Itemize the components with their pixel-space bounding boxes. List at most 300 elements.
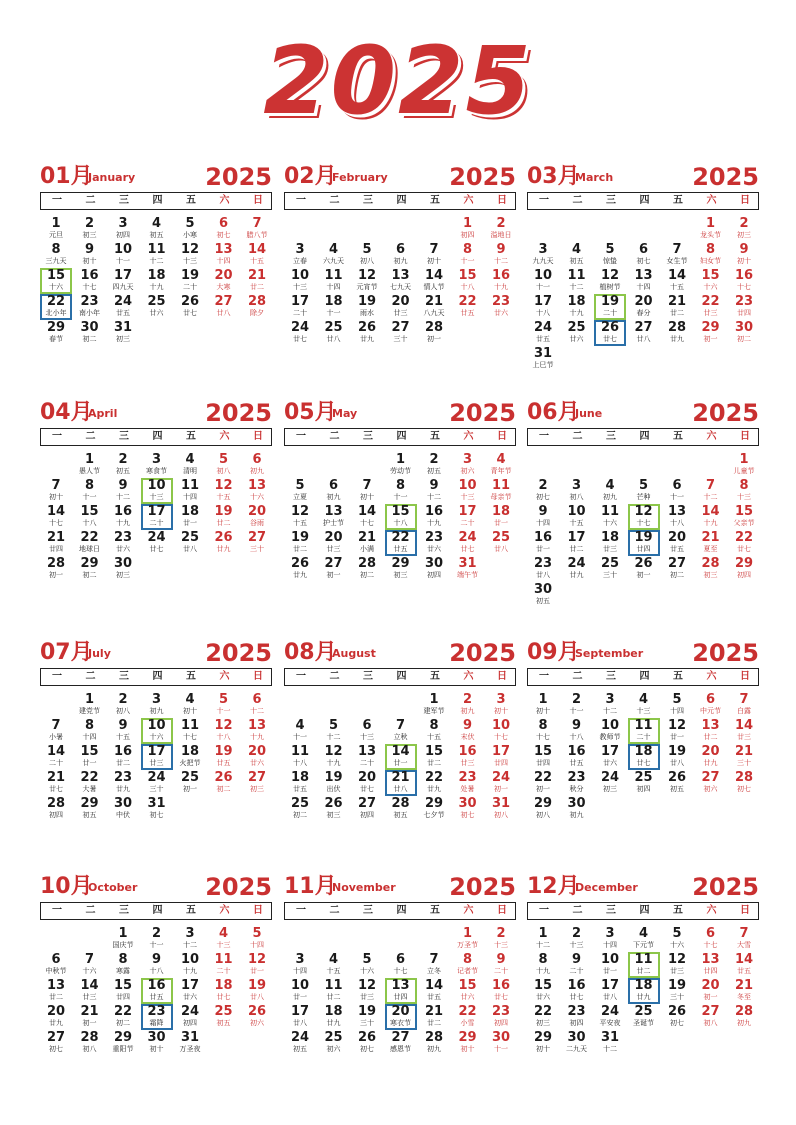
day-cell[interactable] bbox=[418, 770, 450, 796]
day-cell[interactable] bbox=[695, 478, 727, 504]
day-cell[interactable] bbox=[40, 978, 72, 1004]
day-cell[interactable] bbox=[628, 718, 660, 744]
day-cell[interactable] bbox=[141, 294, 173, 320]
day-cell[interactable] bbox=[661, 268, 693, 294]
day-cell[interactable] bbox=[452, 530, 484, 556]
day-cell[interactable] bbox=[351, 796, 383, 822]
day-cell[interactable] bbox=[728, 530, 760, 556]
day-cell[interactable] bbox=[74, 530, 106, 556]
day-cell[interactable] bbox=[695, 530, 727, 556]
day-cell[interactable] bbox=[208, 216, 240, 242]
day-cell[interactable] bbox=[107, 692, 139, 718]
day-cell[interactable] bbox=[561, 478, 593, 504]
day-cell[interactable] bbox=[141, 1004, 173, 1030]
day-cell[interactable] bbox=[241, 1004, 273, 1030]
day-cell[interactable] bbox=[527, 926, 559, 952]
day-cell[interactable] bbox=[351, 744, 383, 770]
day-cell[interactable] bbox=[527, 770, 559, 796]
day-cell[interactable] bbox=[107, 978, 139, 1004]
day-cell[interactable] bbox=[241, 978, 273, 1004]
day-cell[interactable] bbox=[40, 216, 72, 242]
day-cell[interactable] bbox=[174, 926, 206, 952]
day-cell[interactable] bbox=[284, 556, 316, 582]
day-cell[interactable] bbox=[174, 744, 206, 770]
day-cell[interactable] bbox=[208, 478, 240, 504]
day-cell[interactable] bbox=[141, 242, 173, 268]
day-cell[interactable] bbox=[452, 718, 484, 744]
day-cell[interactable] bbox=[452, 692, 484, 718]
day-cell[interactable] bbox=[728, 294, 760, 320]
day-cell[interactable] bbox=[174, 718, 206, 744]
day-cell[interactable] bbox=[385, 952, 417, 978]
day-cell[interactable] bbox=[661, 718, 693, 744]
day-cell[interactable] bbox=[695, 744, 727, 770]
day-cell[interactable] bbox=[141, 744, 173, 770]
day-cell[interactable] bbox=[418, 978, 450, 1004]
day-cell[interactable] bbox=[695, 1004, 727, 1030]
day-cell[interactable] bbox=[628, 952, 660, 978]
day-cell[interactable] bbox=[141, 530, 173, 556]
day-cell[interactable] bbox=[485, 452, 517, 478]
day-cell[interactable] bbox=[208, 692, 240, 718]
day-cell[interactable] bbox=[174, 504, 206, 530]
day-cell[interactable] bbox=[561, 320, 593, 346]
day-cell[interactable] bbox=[561, 242, 593, 268]
day-cell[interactable] bbox=[485, 294, 517, 320]
day-cell[interactable] bbox=[107, 744, 139, 770]
day-cell[interactable] bbox=[695, 268, 727, 294]
day-cell[interactable] bbox=[174, 978, 206, 1004]
day-cell[interactable] bbox=[418, 692, 450, 718]
day-cell[interactable] bbox=[208, 744, 240, 770]
day-cell[interactable] bbox=[695, 242, 727, 268]
day-cell[interactable] bbox=[318, 242, 350, 268]
day-cell[interactable] bbox=[174, 692, 206, 718]
day-cell[interactable] bbox=[107, 1004, 139, 1030]
day-cell[interactable] bbox=[661, 294, 693, 320]
day-cell[interactable] bbox=[141, 452, 173, 478]
day-cell[interactable] bbox=[385, 242, 417, 268]
day-cell[interactable] bbox=[418, 504, 450, 530]
day-cell[interactable] bbox=[561, 978, 593, 1004]
day-cell[interactable] bbox=[594, 242, 626, 268]
day-cell[interactable] bbox=[661, 242, 693, 268]
day-cell[interactable] bbox=[728, 268, 760, 294]
day-cell[interactable] bbox=[318, 504, 350, 530]
day-cell[interactable] bbox=[418, 268, 450, 294]
day-cell[interactable] bbox=[418, 242, 450, 268]
day-cell[interactable] bbox=[485, 530, 517, 556]
day-cell[interactable] bbox=[40, 320, 72, 346]
day-cell[interactable] bbox=[385, 320, 417, 346]
day-cell[interactable] bbox=[661, 530, 693, 556]
day-cell[interactable] bbox=[452, 478, 484, 504]
day-cell[interactable] bbox=[318, 952, 350, 978]
day-cell[interactable] bbox=[141, 478, 173, 504]
day-cell[interactable] bbox=[40, 952, 72, 978]
day-cell[interactable] bbox=[174, 268, 206, 294]
day-cell[interactable] bbox=[661, 1004, 693, 1030]
day-cell[interactable] bbox=[452, 556, 484, 582]
day-cell[interactable] bbox=[241, 478, 273, 504]
day-cell[interactable] bbox=[527, 242, 559, 268]
day-cell[interactable] bbox=[527, 692, 559, 718]
day-cell[interactable] bbox=[695, 718, 727, 744]
day-cell[interactable] bbox=[241, 294, 273, 320]
day-cell[interactable] bbox=[527, 268, 559, 294]
day-cell[interactable] bbox=[695, 556, 727, 582]
day-cell[interactable] bbox=[527, 556, 559, 582]
day-cell[interactable] bbox=[594, 294, 626, 320]
day-cell[interactable] bbox=[527, 796, 559, 822]
day-cell[interactable] bbox=[385, 556, 417, 582]
day-cell[interactable] bbox=[74, 1004, 106, 1030]
day-cell[interactable] bbox=[628, 926, 660, 952]
day-cell[interactable] bbox=[208, 770, 240, 796]
day-cell[interactable] bbox=[318, 978, 350, 1004]
day-cell[interactable] bbox=[594, 744, 626, 770]
day-cell[interactable] bbox=[418, 1004, 450, 1030]
day-cell[interactable] bbox=[485, 478, 517, 504]
day-cell[interactable] bbox=[527, 582, 559, 608]
day-cell[interactable] bbox=[74, 242, 106, 268]
day-cell[interactable] bbox=[728, 926, 760, 952]
day-cell[interactable] bbox=[728, 952, 760, 978]
day-cell[interactable] bbox=[74, 268, 106, 294]
day-cell[interactable] bbox=[385, 530, 417, 556]
day-cell[interactable] bbox=[695, 978, 727, 1004]
day-cell[interactable] bbox=[141, 692, 173, 718]
day-cell[interactable] bbox=[284, 718, 316, 744]
day-cell[interactable] bbox=[695, 216, 727, 242]
day-cell[interactable] bbox=[40, 1030, 72, 1056]
day-cell[interactable] bbox=[141, 504, 173, 530]
day-cell[interactable] bbox=[284, 770, 316, 796]
day-cell[interactable] bbox=[728, 452, 760, 478]
day-cell[interactable] bbox=[318, 294, 350, 320]
day-cell[interactable] bbox=[628, 294, 660, 320]
day-cell[interactable] bbox=[385, 1030, 417, 1056]
day-cell[interactable] bbox=[74, 718, 106, 744]
day-cell[interactable] bbox=[40, 294, 72, 320]
day-cell[interactable] bbox=[418, 718, 450, 744]
day-cell[interactable] bbox=[107, 320, 139, 346]
day-cell[interactable] bbox=[351, 770, 383, 796]
day-cell[interactable] bbox=[628, 242, 660, 268]
day-cell[interactable] bbox=[174, 952, 206, 978]
day-cell[interactable] bbox=[174, 1030, 206, 1056]
day-cell[interactable] bbox=[661, 770, 693, 796]
day-cell[interactable] bbox=[485, 1004, 517, 1030]
day-cell[interactable] bbox=[174, 1004, 206, 1030]
day-cell[interactable] bbox=[561, 692, 593, 718]
day-cell[interactable] bbox=[594, 556, 626, 582]
day-cell[interactable] bbox=[74, 452, 106, 478]
day-cell[interactable] bbox=[594, 478, 626, 504]
day-cell[interactable] bbox=[661, 504, 693, 530]
day-cell[interactable] bbox=[452, 1004, 484, 1030]
day-cell[interactable] bbox=[385, 478, 417, 504]
day-cell[interactable] bbox=[351, 1004, 383, 1030]
day-cell[interactable] bbox=[628, 978, 660, 1004]
day-cell[interactable] bbox=[418, 530, 450, 556]
day-cell[interactable] bbox=[385, 1004, 417, 1030]
day-cell[interactable] bbox=[284, 1030, 316, 1056]
day-cell[interactable] bbox=[174, 452, 206, 478]
day-cell[interactable] bbox=[174, 478, 206, 504]
day-cell[interactable] bbox=[527, 294, 559, 320]
day-cell[interactable] bbox=[728, 718, 760, 744]
day-cell[interactable] bbox=[452, 294, 484, 320]
day-cell[interactable] bbox=[527, 504, 559, 530]
day-cell[interactable] bbox=[695, 692, 727, 718]
day-cell[interactable] bbox=[527, 952, 559, 978]
day-cell[interactable] bbox=[351, 294, 383, 320]
day-cell[interactable] bbox=[241, 452, 273, 478]
day-cell[interactable] bbox=[561, 268, 593, 294]
day-cell[interactable] bbox=[695, 320, 727, 346]
day-cell[interactable] bbox=[452, 452, 484, 478]
day-cell[interactable] bbox=[107, 770, 139, 796]
day-cell[interactable] bbox=[661, 478, 693, 504]
day-cell[interactable] bbox=[385, 978, 417, 1004]
day-cell[interactable] bbox=[74, 556, 106, 582]
day-cell[interactable] bbox=[695, 770, 727, 796]
day-cell[interactable] bbox=[284, 744, 316, 770]
day-cell[interactable] bbox=[208, 452, 240, 478]
day-cell[interactable] bbox=[628, 770, 660, 796]
day-cell[interactable] bbox=[385, 268, 417, 294]
day-cell[interactable] bbox=[628, 744, 660, 770]
day-cell[interactable] bbox=[418, 796, 450, 822]
day-cell[interactable] bbox=[527, 744, 559, 770]
day-cell[interactable] bbox=[728, 556, 760, 582]
day-cell[interactable] bbox=[241, 242, 273, 268]
day-cell[interactable] bbox=[485, 504, 517, 530]
day-cell[interactable] bbox=[318, 718, 350, 744]
day-cell[interactable] bbox=[284, 294, 316, 320]
day-cell[interactable] bbox=[452, 268, 484, 294]
day-cell[interactable] bbox=[40, 556, 72, 582]
day-cell[interactable] bbox=[318, 530, 350, 556]
day-cell[interactable] bbox=[74, 744, 106, 770]
day-cell[interactable] bbox=[208, 978, 240, 1004]
day-cell[interactable] bbox=[728, 242, 760, 268]
day-cell[interactable] bbox=[628, 530, 660, 556]
day-cell[interactable] bbox=[527, 978, 559, 1004]
day-cell[interactable] bbox=[561, 1004, 593, 1030]
day-cell[interactable] bbox=[107, 242, 139, 268]
day-cell[interactable] bbox=[661, 952, 693, 978]
day-cell[interactable] bbox=[594, 1030, 626, 1056]
day-cell[interactable] bbox=[728, 744, 760, 770]
day-cell[interactable] bbox=[107, 530, 139, 556]
day-cell[interactable] bbox=[418, 320, 450, 346]
day-cell[interactable] bbox=[728, 320, 760, 346]
day-cell[interactable] bbox=[284, 478, 316, 504]
day-cell[interactable] bbox=[561, 530, 593, 556]
day-cell[interactable] bbox=[241, 692, 273, 718]
day-cell[interactable] bbox=[485, 1030, 517, 1056]
day-cell[interactable] bbox=[527, 718, 559, 744]
day-cell[interactable] bbox=[241, 952, 273, 978]
day-cell[interactable] bbox=[351, 1030, 383, 1056]
day-cell[interactable] bbox=[594, 978, 626, 1004]
day-cell[interactable] bbox=[485, 796, 517, 822]
day-cell[interactable] bbox=[485, 268, 517, 294]
day-cell[interactable] bbox=[318, 1030, 350, 1056]
day-cell[interactable] bbox=[452, 744, 484, 770]
day-cell[interactable] bbox=[40, 718, 72, 744]
day-cell[interactable] bbox=[485, 770, 517, 796]
day-cell[interactable] bbox=[74, 692, 106, 718]
day-cell[interactable] bbox=[208, 530, 240, 556]
day-cell[interactable] bbox=[107, 268, 139, 294]
day-cell[interactable] bbox=[661, 978, 693, 1004]
day-cell[interactable] bbox=[418, 1030, 450, 1056]
day-cell[interactable] bbox=[661, 692, 693, 718]
day-cell[interactable] bbox=[318, 744, 350, 770]
day-cell[interactable] bbox=[594, 504, 626, 530]
day-cell[interactable] bbox=[527, 320, 559, 346]
day-cell[interactable] bbox=[174, 216, 206, 242]
day-cell[interactable] bbox=[485, 952, 517, 978]
day-cell[interactable] bbox=[241, 216, 273, 242]
day-cell[interactable] bbox=[695, 294, 727, 320]
day-cell[interactable] bbox=[385, 504, 417, 530]
day-cell[interactable] bbox=[74, 320, 106, 346]
day-cell[interactable] bbox=[628, 692, 660, 718]
day-cell[interactable] bbox=[485, 744, 517, 770]
day-cell[interactable] bbox=[385, 452, 417, 478]
day-cell[interactable] bbox=[241, 926, 273, 952]
day-cell[interactable] bbox=[485, 926, 517, 952]
day-cell[interactable] bbox=[318, 770, 350, 796]
day-cell[interactable] bbox=[141, 216, 173, 242]
day-cell[interactable] bbox=[695, 952, 727, 978]
day-cell[interactable] bbox=[351, 504, 383, 530]
day-cell[interactable] bbox=[141, 268, 173, 294]
day-cell[interactable] bbox=[241, 770, 273, 796]
day-cell[interactable] bbox=[74, 952, 106, 978]
day-cell[interactable] bbox=[561, 556, 593, 582]
day-cell[interactable] bbox=[107, 216, 139, 242]
day-cell[interactable] bbox=[452, 978, 484, 1004]
day-cell[interactable] bbox=[107, 926, 139, 952]
day-cell[interactable] bbox=[418, 478, 450, 504]
day-cell[interactable] bbox=[728, 216, 760, 242]
day-cell[interactable] bbox=[208, 268, 240, 294]
day-cell[interactable] bbox=[351, 978, 383, 1004]
day-cell[interactable] bbox=[452, 770, 484, 796]
day-cell[interactable] bbox=[628, 478, 660, 504]
day-cell[interactable] bbox=[284, 1004, 316, 1030]
day-cell[interactable] bbox=[141, 770, 173, 796]
day-cell[interactable] bbox=[74, 796, 106, 822]
day-cell[interactable] bbox=[485, 216, 517, 242]
day-cell[interactable] bbox=[561, 744, 593, 770]
day-cell[interactable] bbox=[452, 952, 484, 978]
day-cell[interactable] bbox=[40, 242, 72, 268]
day-cell[interactable] bbox=[594, 320, 626, 346]
day-cell[interactable] bbox=[594, 1004, 626, 1030]
day-cell[interactable] bbox=[107, 1030, 139, 1056]
day-cell[interactable] bbox=[351, 478, 383, 504]
day-cell[interactable] bbox=[318, 796, 350, 822]
day-cell[interactable] bbox=[695, 504, 727, 530]
day-cell[interactable] bbox=[351, 268, 383, 294]
day-cell[interactable] bbox=[661, 926, 693, 952]
day-cell[interactable] bbox=[241, 530, 273, 556]
day-cell[interactable] bbox=[418, 452, 450, 478]
day-cell[interactable] bbox=[594, 770, 626, 796]
day-cell[interactable] bbox=[628, 556, 660, 582]
day-cell[interactable] bbox=[107, 478, 139, 504]
day-cell[interactable] bbox=[561, 926, 593, 952]
day-cell[interactable] bbox=[661, 556, 693, 582]
day-cell[interactable] bbox=[74, 294, 106, 320]
day-cell[interactable] bbox=[318, 320, 350, 346]
day-cell[interactable] bbox=[40, 504, 72, 530]
day-cell[interactable] bbox=[418, 744, 450, 770]
day-cell[interactable] bbox=[594, 952, 626, 978]
day-cell[interactable] bbox=[40, 1004, 72, 1030]
day-cell[interactable] bbox=[284, 978, 316, 1004]
day-cell[interactable] bbox=[561, 796, 593, 822]
day-cell[interactable] bbox=[385, 770, 417, 796]
day-cell[interactable] bbox=[284, 952, 316, 978]
day-cell[interactable] bbox=[208, 926, 240, 952]
day-cell[interactable] bbox=[561, 770, 593, 796]
day-cell[interactable] bbox=[284, 504, 316, 530]
day-cell[interactable] bbox=[141, 796, 173, 822]
day-cell[interactable] bbox=[40, 530, 72, 556]
day-cell[interactable] bbox=[628, 320, 660, 346]
day-cell[interactable] bbox=[40, 478, 72, 504]
day-cell[interactable] bbox=[385, 294, 417, 320]
day-cell[interactable] bbox=[141, 1030, 173, 1056]
day-cell[interactable] bbox=[452, 216, 484, 242]
day-cell[interactable] bbox=[661, 320, 693, 346]
day-cell[interactable] bbox=[594, 926, 626, 952]
day-cell[interactable] bbox=[141, 978, 173, 1004]
day-cell[interactable] bbox=[351, 320, 383, 346]
day-cell[interactable] bbox=[561, 1030, 593, 1056]
day-cell[interactable] bbox=[40, 744, 72, 770]
day-cell[interactable] bbox=[174, 770, 206, 796]
day-cell[interactable] bbox=[284, 796, 316, 822]
day-cell[interactable] bbox=[661, 744, 693, 770]
day-cell[interactable] bbox=[74, 478, 106, 504]
day-cell[interactable] bbox=[527, 530, 559, 556]
day-cell[interactable] bbox=[107, 452, 139, 478]
day-cell[interactable] bbox=[351, 556, 383, 582]
day-cell[interactable] bbox=[594, 268, 626, 294]
day-cell[interactable] bbox=[527, 478, 559, 504]
day-cell[interactable] bbox=[107, 556, 139, 582]
day-cell[interactable] bbox=[351, 718, 383, 744]
day-cell[interactable] bbox=[107, 294, 139, 320]
day-cell[interactable] bbox=[527, 1030, 559, 1056]
day-cell[interactable] bbox=[418, 952, 450, 978]
day-cell[interactable] bbox=[594, 692, 626, 718]
day-cell[interactable] bbox=[728, 1004, 760, 1030]
day-cell[interactable] bbox=[241, 744, 273, 770]
day-cell[interactable] bbox=[452, 242, 484, 268]
day-cell[interactable] bbox=[208, 718, 240, 744]
day-cell[interactable] bbox=[174, 242, 206, 268]
day-cell[interactable] bbox=[208, 952, 240, 978]
